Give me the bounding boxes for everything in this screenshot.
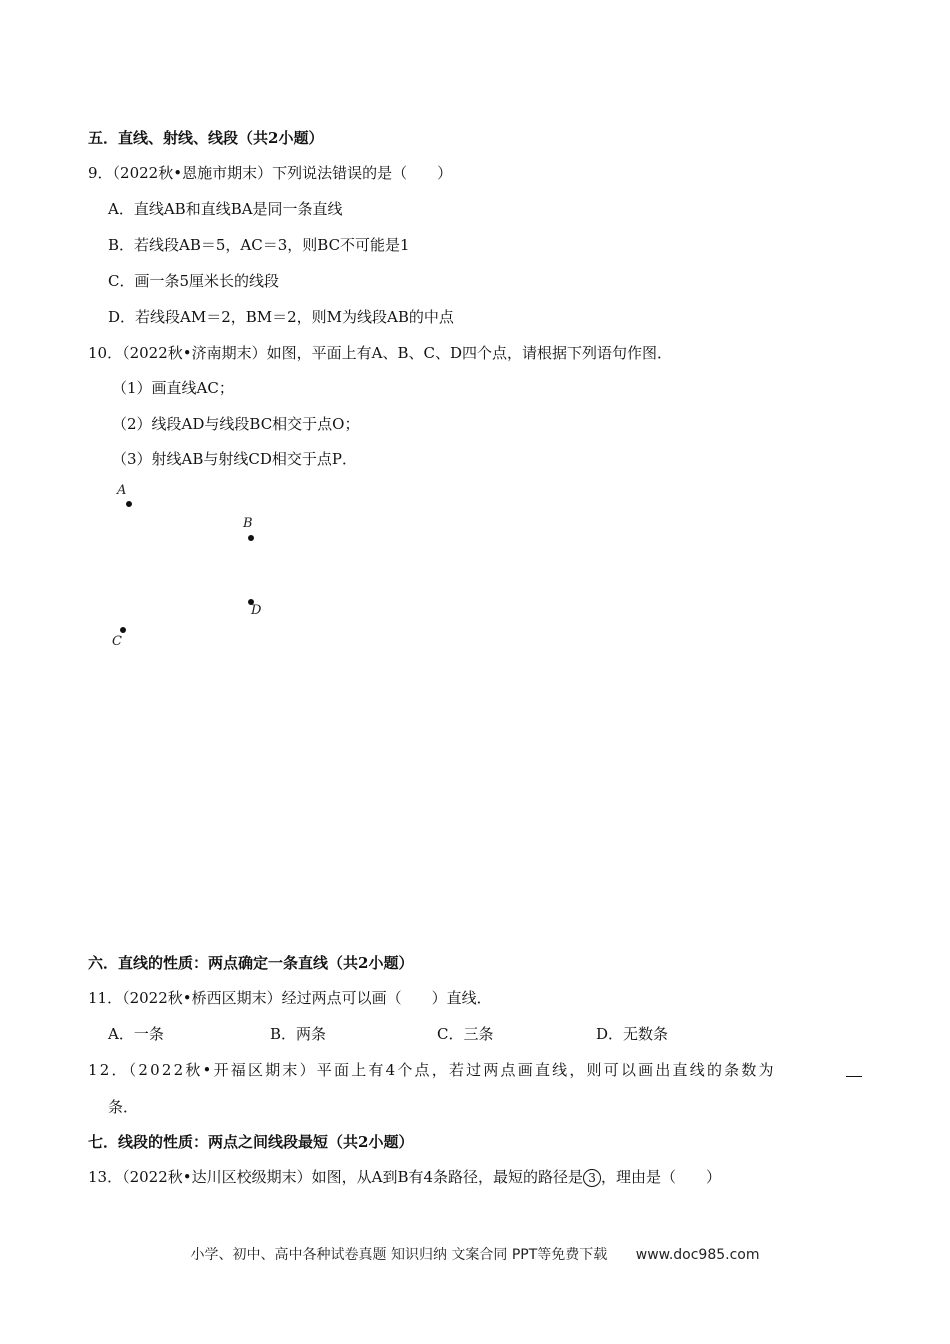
question-12-answer-blank[interactable] (846, 1062, 862, 1077)
section-5-title: 五．直线、射线、线段（共2小题） (88, 129, 324, 147)
question-10-step-3: （3）射线AB与射线CD相交于点P． (112, 450, 357, 468)
question-11-option-d: D．无数条 (596, 1025, 669, 1043)
question-12-tail: 条． (108, 1098, 139, 1116)
question-9-option-c: C．画一条5厘米长的线段 (108, 272, 280, 290)
question-11-option-a: A．一条 (108, 1025, 164, 1043)
point-c-label: C (112, 634, 122, 649)
question-9-stem: 9．（2022秋•恩施市期末）下列说法错误的是（ ） (88, 164, 453, 182)
question-11-option-c: C．三条 (437, 1025, 494, 1043)
question-9-option-b: B．若线段AB＝5，AC＝3，则BC不可能是1 (108, 236, 410, 254)
question-13-stem (88, 1167, 721, 1187)
question-9-option-a: A．直线AB和直线BA是同一条直线 (108, 200, 343, 218)
footer-url[interactable]: www.doc985.com (635, 1247, 760, 1263)
section-7-title: 七．线段的性质：两点之间线段最短（共2小题） (88, 1133, 414, 1151)
question-12-stem (88, 1060, 776, 1080)
question-10-step-2: （2）线段AD与线段BC相交于点O； (112, 415, 360, 433)
point-a-label: A (117, 483, 127, 498)
point-b-dot (248, 535, 254, 541)
question-9-option-d: D．若线段AM＝2，BM＝2，则M为线段AB的中点 (108, 308, 454, 326)
question-11-option-b: B．两条 (270, 1025, 327, 1043)
point-a-dot (126, 501, 132, 507)
footer-text: 小学、初中、高中各种试卷真题 知识归纳 文案合同 PPT等免费下载 (190, 1247, 608, 1263)
section-6-title: 六．直线的性质：两点确定一条直线（共2小题） (88, 954, 414, 972)
question-13-text: 13．（2022秋•达川区校级期末）如图，从A到B有4条路径，最短的路径是 (88, 1168, 584, 1186)
page-footer (0, 1244, 950, 1264)
question-11-stem: 11．（2022秋•桥西区期末）经过两点可以画（ ）直线． (88, 989, 492, 1007)
point-d-label: D (251, 603, 262, 618)
question-13-text-tail: ，理由是（ ） (601, 1168, 722, 1186)
point-c-dot (120, 627, 126, 633)
question-10-step-1: （1）画直线AC； (112, 379, 234, 397)
point-b-label: B (243, 516, 253, 531)
question-12-text: 12．（2022秋•开福区期末）平面上有4个点，若过两点画直线，则可以画出直线的条数为 (88, 1061, 776, 1079)
question-10-stem: 10．（2022秋•济南期末）如图，平面上有A、B、C、D四个点，请根据下列语句作图． (88, 344, 672, 362)
circled-number: 3 (583, 1169, 601, 1187)
